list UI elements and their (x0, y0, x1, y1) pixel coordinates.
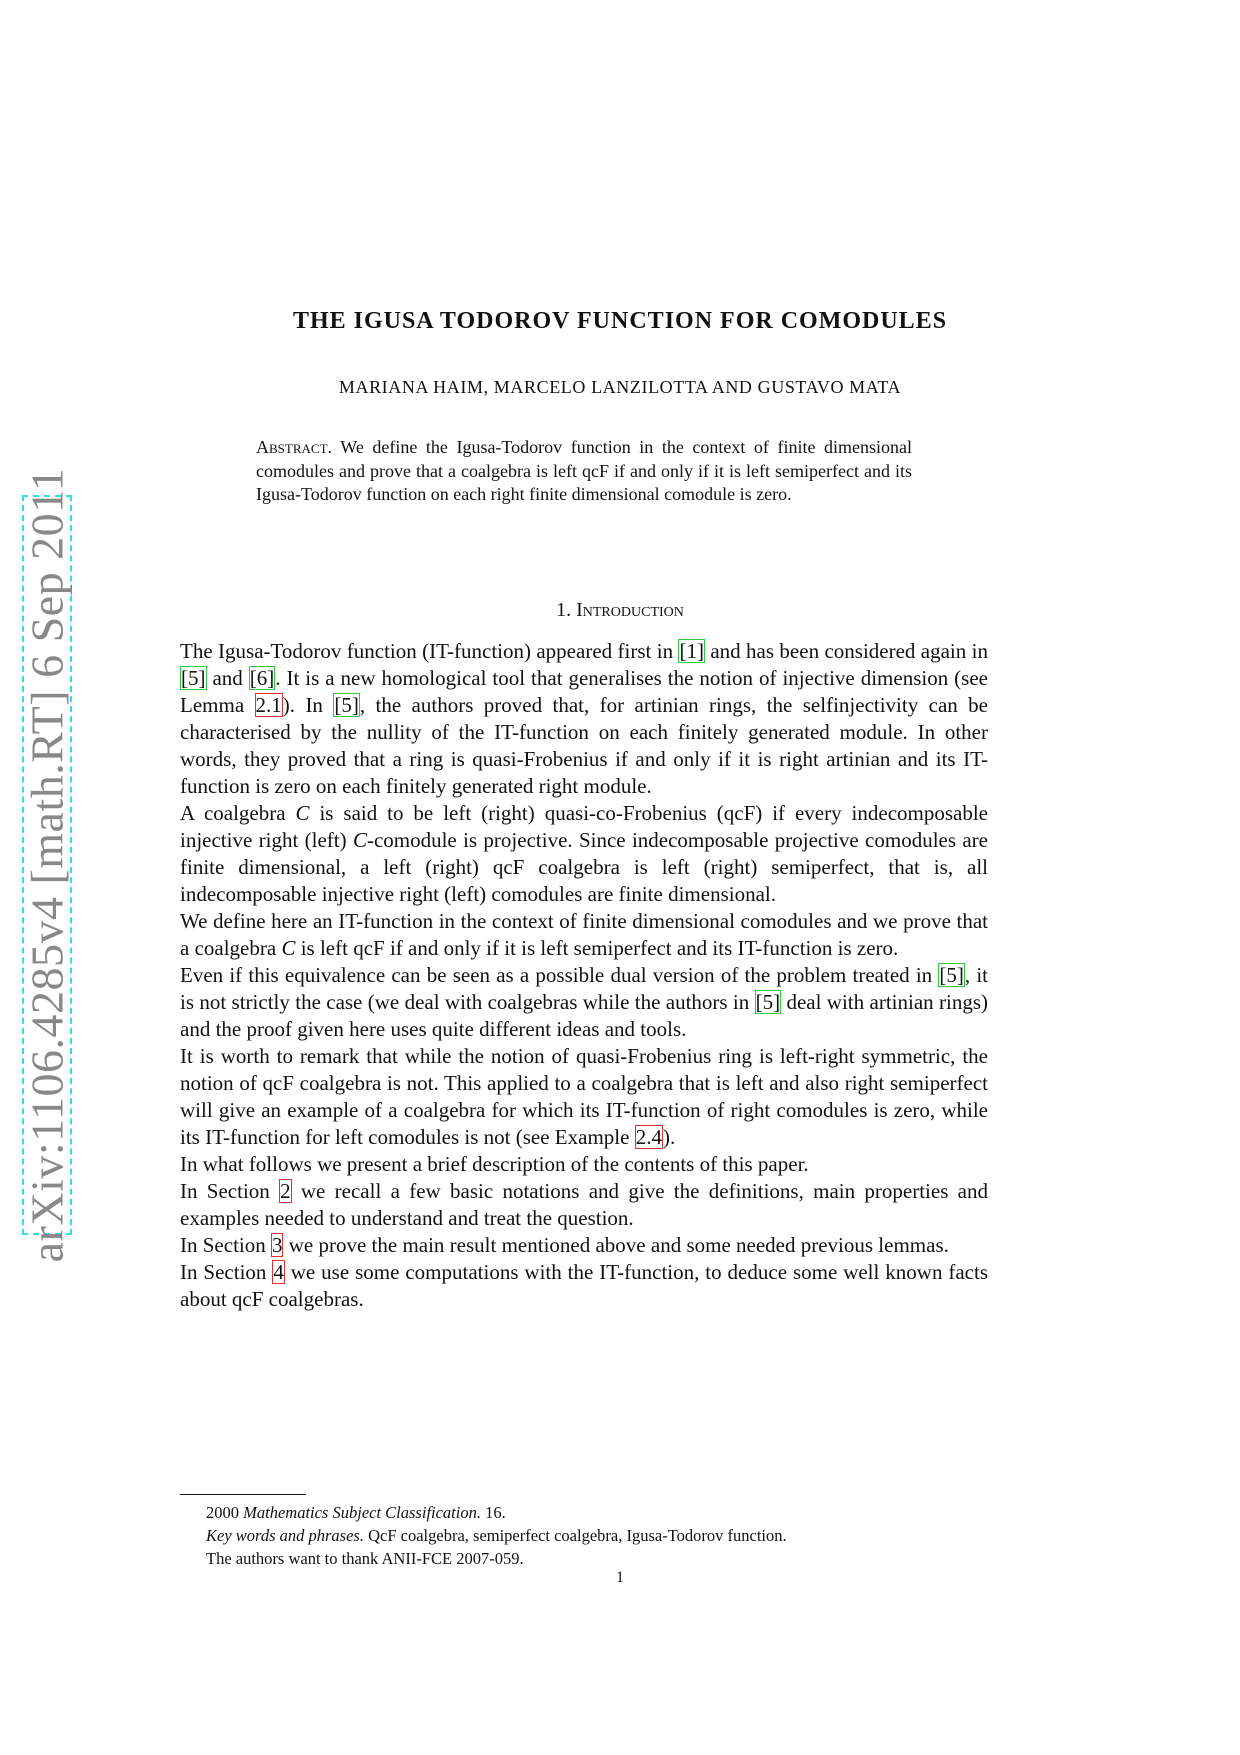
text-span: It is worth to remark that while the notion of quasi-Frobenius ring is left-right symmetric, the notion of qcF coalgebra is not. This applied to a coalgebra that is left and also right semiperfect will give an example of a coalgebra for which its IT-function of right comodules is zero, while its IT-function for left comodules is not (see Example (180, 1044, 988, 1149)
math-symbol: C (352, 828, 367, 852)
arxiv-identifier[interactable]: arXiv:1106.4285v4 [math.RT] 6 Sep 2011 (21, 467, 73, 1263)
text-span: , it is not strictly the case (we deal with coalgebras while the authors in (180, 963, 988, 1014)
section-ref-3[interactable]: 3 (271, 1233, 283, 1257)
text-span: . It is a new homological tool that generalises the notion of injective dimension (see Lemma (180, 666, 988, 717)
text-span: , the authors proved that, for artinian rings, the selfinjectivity can be characterised by the nullity of the IT-function on each finitely generated module. In other words, they proved that a ring is quasi-Frobenius if and only if it is right artinian and its IT-function is zero on each finitely generated right module. (180, 693, 988, 798)
msc-year: 2000 (206, 1503, 239, 1522)
paragraph-9 (180, 1259, 988, 1313)
math-symbol: C (295, 801, 310, 825)
text-span: deal with artinian rings) and the proof given here uses quite different ideas and tools. (180, 990, 988, 1041)
text-span: ). In (282, 693, 334, 717)
text-span: is said to be left (right) quasi-co-Frobenius (qcF) if every indecomposable injective right (left) (180, 801, 988, 852)
section-heading-introduction (0, 599, 1240, 622)
footnote-msc (180, 1501, 1000, 1524)
text-span: The Igusa-Todorov function (IT-function) appeared first in (180, 639, 679, 663)
citation-link-5[interactable]: [5] (939, 963, 964, 987)
citation-link-1[interactable]: [1] (679, 639, 704, 663)
section-number: 1. (556, 599, 572, 621)
msc-value: 16. (485, 1503, 506, 1522)
keywords-label: Key words and phrases. (206, 1526, 364, 1545)
text-span: We define here an IT-function in the context of finite dimensional comodules and we prove that a coalgebra (180, 909, 988, 960)
citation-link-6[interactable]: [6] (249, 666, 275, 690)
section-body (180, 638, 988, 1313)
text-span: and (206, 666, 249, 690)
text-span: ). (662, 1125, 676, 1149)
footnotes (180, 1501, 1000, 1570)
citation-link-5[interactable]: [5] (334, 693, 359, 717)
paragraph-7 (180, 1178, 988, 1232)
paragraph-2 (180, 800, 988, 908)
abstract-label: Abstract. (256, 437, 333, 457)
citation-link-5[interactable]: [5] (755, 990, 781, 1014)
text-span: -comodule is projective. Since indecomposable projective comodules are finite dimensional, a left (right) qcF coalgebra is left (right) semiperfect, that is, all indecomposable injective right (left) comodules are finite dimensional. (180, 828, 988, 906)
text-span: and has been considered again in (704, 639, 988, 663)
section-ref-2[interactable]: 2 (280, 1179, 291, 1203)
citation-link-5[interactable]: [5] (181, 666, 206, 690)
text-span: is left qcF if and only if it is left semiperfect and its IT-function is zero. (295, 936, 899, 960)
keywords-value: QcF coalgebra, semiperfect coalgebra, Igusa-Todorov function. (368, 1526, 787, 1545)
abstract (256, 436, 912, 507)
paragraph-5 (180, 1043, 988, 1151)
example-ref-2-4[interactable]: 2.4 (635, 1125, 662, 1149)
text-span: In Section (180, 1179, 280, 1203)
text-span: A coalgebra (180, 801, 296, 825)
footnote-keywords (180, 1524, 1000, 1547)
paragraph-8 (180, 1232, 988, 1259)
abstract-text: We define the Igusa-Todorov function in the context of finite dimensional comodules and prove that a coalgebra is left qcF if and only if it is left semiperfect and its Igusa-Todorov function on each right finite dimensional comodule is zero. (256, 437, 913, 504)
paragraph-6: In what follows we present a brief description of the contents of this paper. (180, 1152, 809, 1176)
text-span: Even if this equivalence can be seen as a possible dual version of the problem treated in (180, 963, 939, 987)
msc-label: Mathematics Subject Classification. (243, 1503, 481, 1522)
page-number: 1 (616, 1569, 624, 1586)
text-span: we prove the main result mentioned above and some needed previous lemmas. (283, 1233, 949, 1257)
paper-authors: MARIANA HAIM, MARCELO LANZILOTTA AND GUSTAVO MATA (338, 377, 902, 397)
footnote-thanks: The authors want to thank ANII-FCE 2007-059. (206, 1549, 524, 1568)
text-span: In Section (180, 1233, 271, 1257)
footnote-divider (180, 1494, 306, 1495)
lemma-ref-2-1[interactable]: 2.1 (255, 693, 282, 717)
paragraph-4 (180, 962, 988, 1043)
section-title: Introduction (576, 599, 684, 621)
text-span: we recall a few basic notations and give the definitions, main properties and examples needed to understand and treat the question. (180, 1179, 989, 1230)
text-span: In Section (180, 1260, 273, 1284)
section-ref-4[interactable]: 4 (273, 1260, 284, 1284)
paper-title: THE IGUSA TODOROV FUNCTION FOR COMODULES (292, 308, 948, 334)
text-span: we use some computations with the IT-function, to deduce some well known facts about qcF coalgebras. (180, 1260, 989, 1311)
paragraph-1 (180, 638, 988, 800)
paragraph-3 (180, 908, 988, 962)
math-symbol: C (281, 936, 296, 960)
